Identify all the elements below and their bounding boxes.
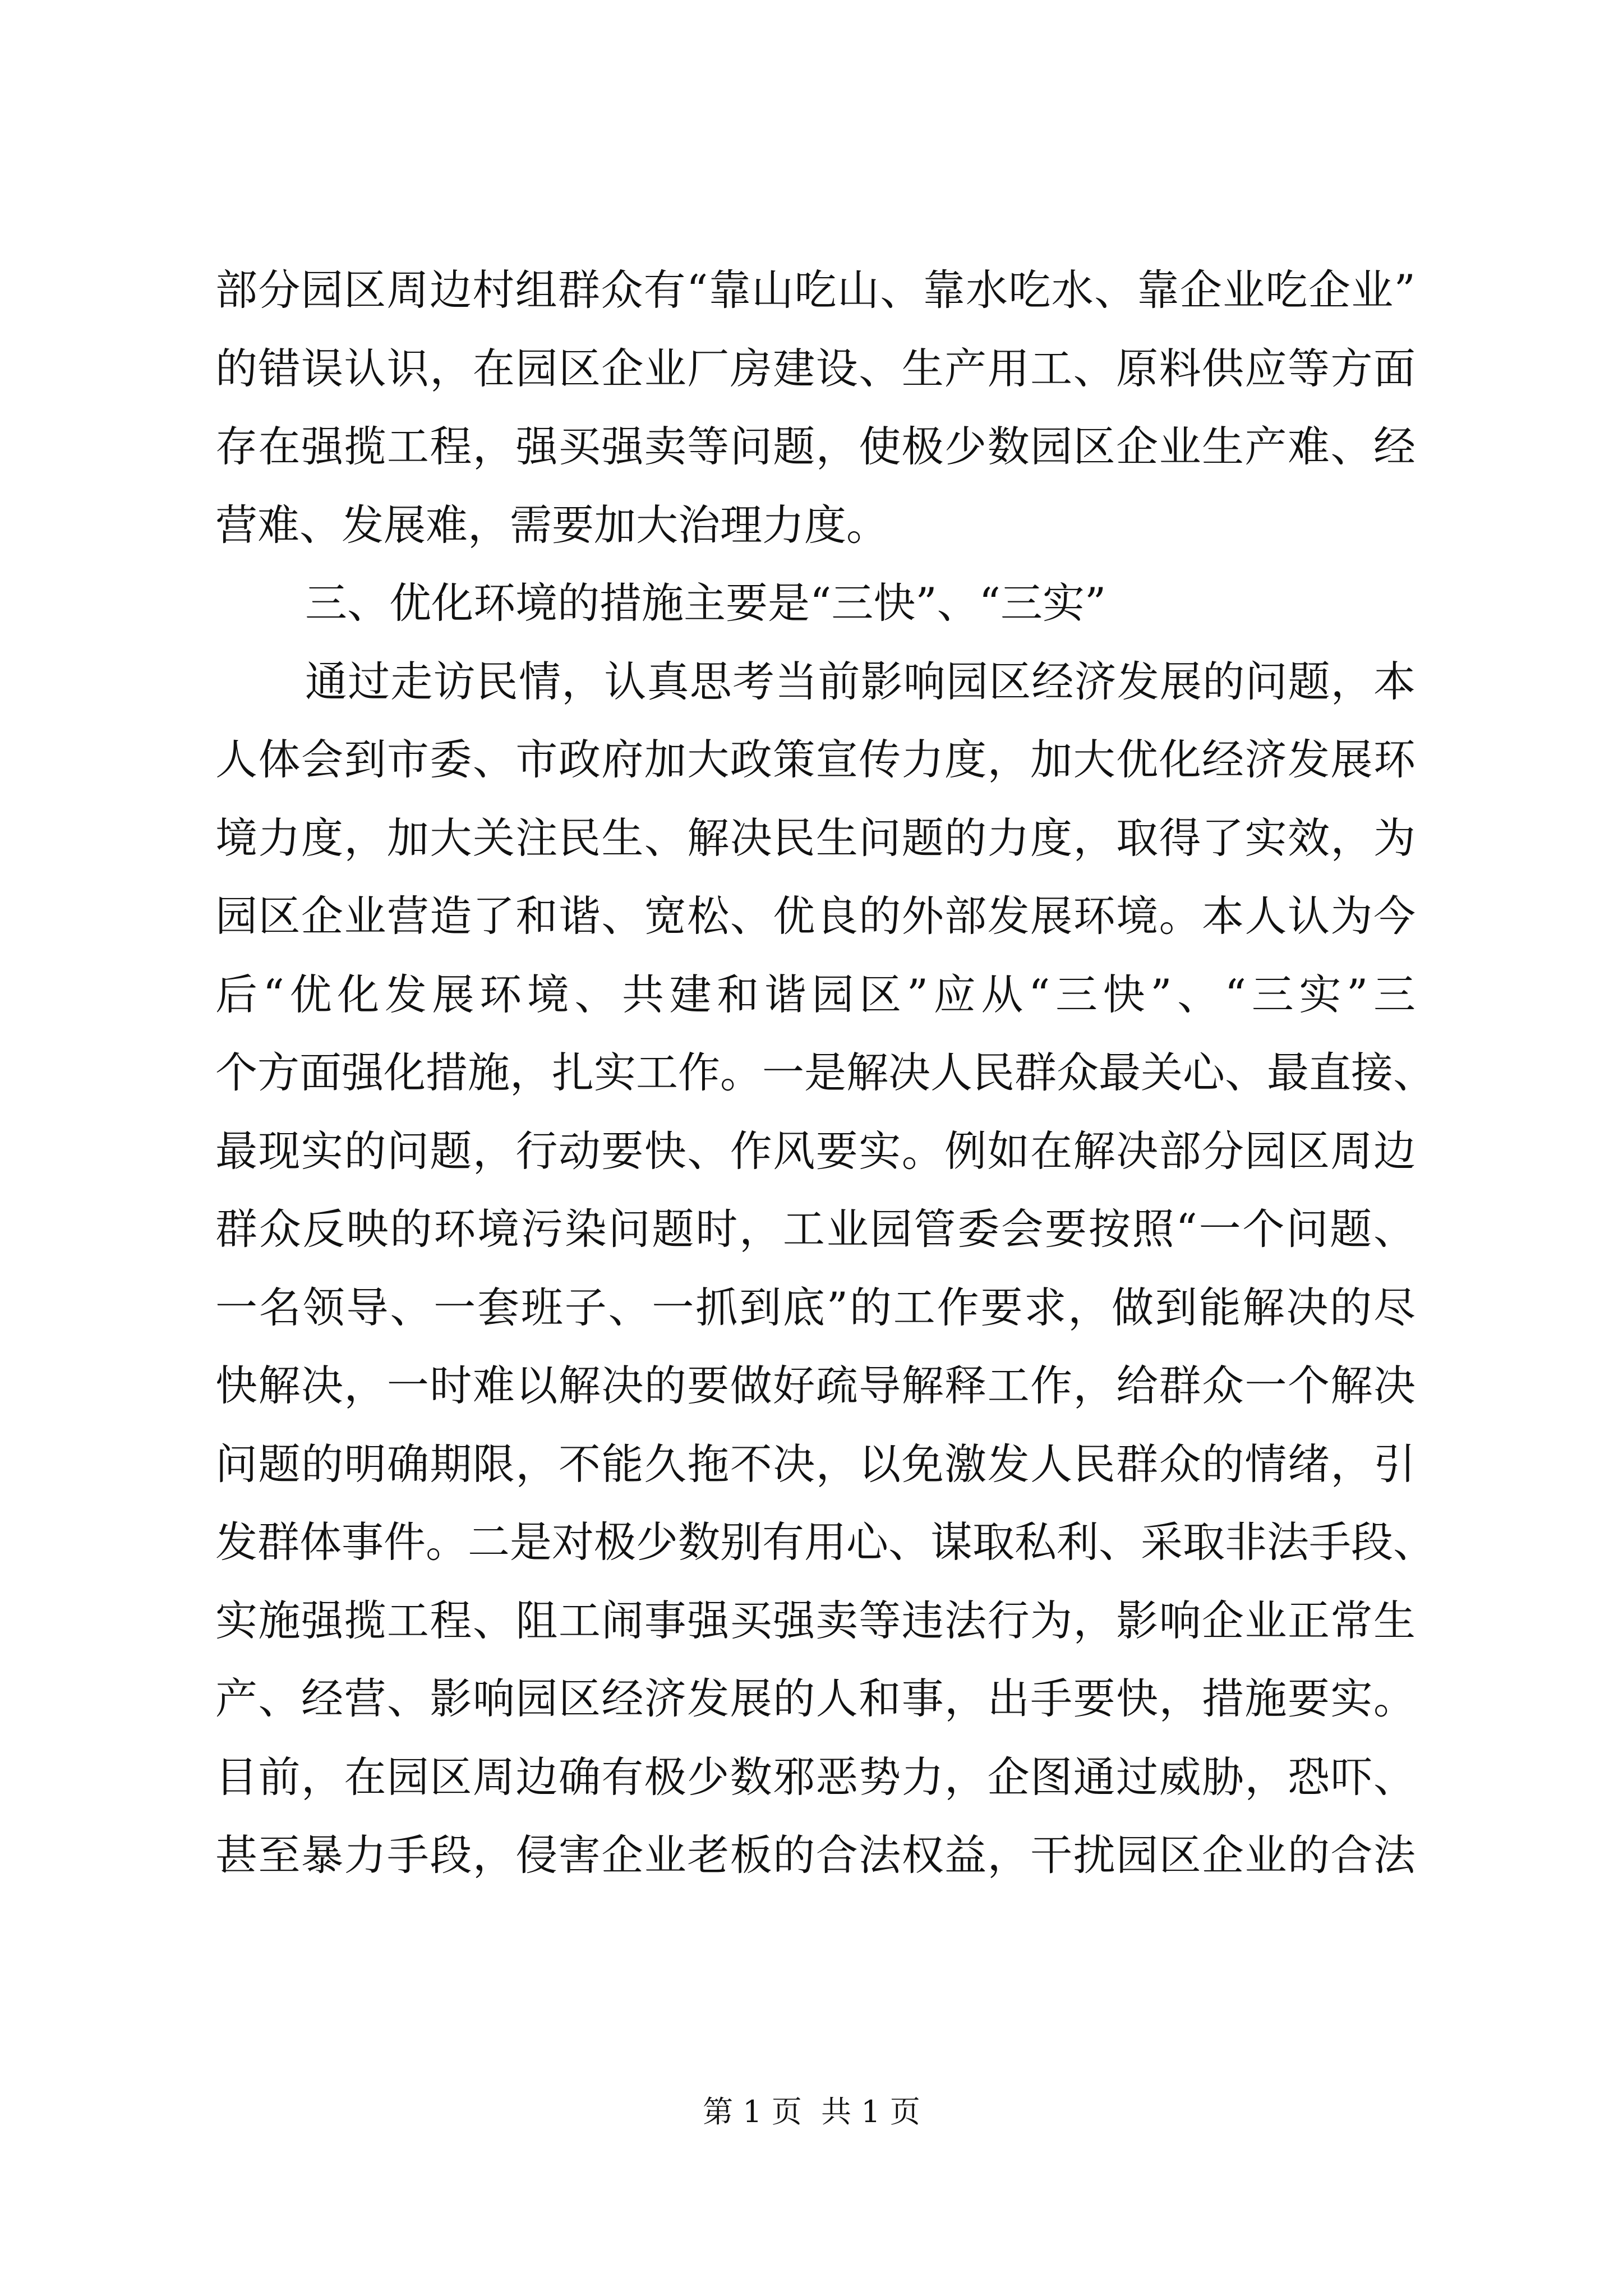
- text-line: 快解决，一时难以解决的要做好疏导解释工作，给群众一个解决: [215, 1361, 1415, 1410]
- text-line: 通过走访民情，认真思考当前影响园区经济发展的问题，本: [305, 656, 1415, 706]
- text-line: 的错误认识，在园区企业厂房建设、生产用工、原料供应等方面: [215, 343, 1415, 393]
- body-text: [215, 251, 1436, 1895]
- text-line: 目前，在园区周边确有极少数邪恶势力，企图通过威胁，恐吓、: [215, 1752, 1415, 1802]
- text-line: 部分园区周边村组群众有“靠山吃山、靠水吃水、靠企业吃企业”: [215, 265, 1415, 315]
- text-line: 个方面强化措施，扎实工作。一是解决人民群众最关心、最直接、: [215, 1048, 1436, 1097]
- text-line: 一名领导、一套班子、一抓到底”的工作要求，做到能解决的尽: [215, 1282, 1415, 1332]
- text-line: 甚至暴力手段，侵害企业老板的合法权益，干扰园区企业的合法: [215, 1830, 1415, 1880]
- text-line: 营难、发展难，需要加大治理力度。: [215, 500, 889, 550]
- text-line: 产、经营、影响园区经济发展的人和事，出手要快，措施要实。: [215, 1674, 1415, 1723]
- text-line: 群众反映的环境污染问题时，工业园管委会要按照“一个问题、: [215, 1204, 1415, 1254]
- text-line: 园区企业营造了和谐、宽松、优良的外部发展环境。本人认为今: [215, 891, 1415, 941]
- text-line: 最现实的问题，行动要快、作风要实。例如在解决部分园区周边: [215, 1126, 1415, 1176]
- text-line: 实施强揽工程、阻工闹事强买强卖等违法行为，影响企业正常生: [215, 1595, 1415, 1645]
- page-footer: 第 1 页 共 1 页: [703, 2094, 920, 2129]
- text-line: 问题的明确期限，不能久拖不决，以免激发人民群众的情绪，引: [215, 1439, 1415, 1489]
- section-heading: 三、优化环境的措施主要是“三快”、“三实”: [305, 578, 1106, 628]
- text-line: 存在强揽工程，强买强卖等问题，使极少数园区企业生产难、经: [215, 422, 1415, 471]
- text-line: 后“优化发展环境、共建和谐园区”应从“三快”、“三实”三: [215, 969, 1415, 1019]
- text-line: 人体会到市委、市政府加大政策宣传力度，加大优化经济发展环: [215, 735, 1415, 784]
- text-line: 发群体事件。二是对极少数别有用心、谋取私利、采取非法手段、: [215, 1517, 1436, 1567]
- text-line: 境力度，加大关注民生、解决民生问题的力度，取得了实效，为: [215, 813, 1415, 863]
